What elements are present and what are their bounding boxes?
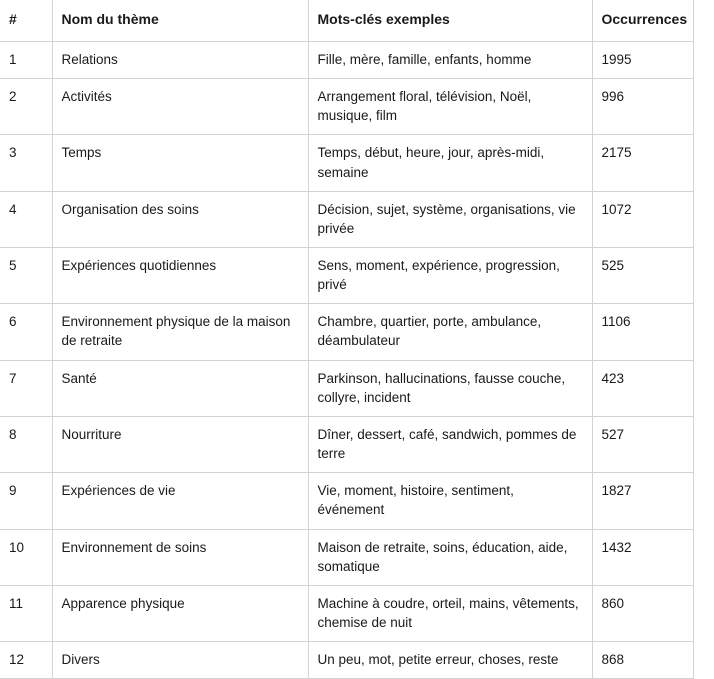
cell-theme-name: Expériences quotidiennes: [52, 247, 308, 303]
table-row: [0, 191, 693, 247]
table-row: [0, 304, 693, 360]
table-row: [0, 529, 693, 585]
cell-occurrences: 996: [592, 79, 693, 135]
table-row: [0, 585, 693, 641]
cell-theme-name: Activités: [52, 79, 308, 135]
cell-occurrences: 1072: [592, 191, 693, 247]
cell-number: 10: [0, 529, 52, 585]
cell-occurrences: 423: [592, 360, 693, 416]
table-row: [0, 642, 693, 679]
cell-theme-name: Temps: [52, 135, 308, 191]
cell-occurrences: 1106: [592, 304, 693, 360]
table-row: [0, 360, 693, 416]
column-header-number: #: [0, 0, 52, 41]
table-row: [0, 416, 693, 472]
cell-occurrences: 1432: [592, 529, 693, 585]
cell-occurrences: 2175: [592, 135, 693, 191]
cell-keywords: Fille, mère, famille, enfants, homme: [308, 41, 592, 78]
cell-theme-name: Organisation des soins: [52, 191, 308, 247]
cell-occurrences: 860: [592, 585, 693, 641]
cell-number: 7: [0, 360, 52, 416]
cell-number: 4: [0, 191, 52, 247]
cell-number: 1: [0, 41, 52, 78]
table-row: [0, 41, 693, 78]
cell-keywords: Décision, sujet, système, organisations, vie privée: [308, 191, 592, 247]
cell-number: 8: [0, 416, 52, 472]
cell-theme-name: Expériences de vie: [52, 473, 308, 529]
cell-theme-name: Nourriture: [52, 416, 308, 472]
table-row: [0, 473, 693, 529]
cell-number: 6: [0, 304, 52, 360]
column-header-keywords: Mots-clés exemples: [308, 0, 592, 41]
cell-occurrences: 1827: [592, 473, 693, 529]
table-row: [0, 79, 693, 135]
cell-keywords: Un peu, mot, petite erreur, choses, reste: [308, 642, 592, 679]
column-header-occurrences: Occurrences: [592, 0, 693, 41]
cell-theme-name: Divers: [52, 642, 308, 679]
cell-keywords: Vie, moment, histoire, sentiment, événement: [308, 473, 592, 529]
cell-occurrences: 527: [592, 416, 693, 472]
cell-occurrences: 868: [592, 642, 693, 679]
cell-keywords: Maison de retraite, soins, éducation, aide, somatique: [308, 529, 592, 585]
cell-number: 12: [0, 642, 52, 679]
cell-keywords: Parkinson, hallucinations, fausse couche, collyre, incident: [308, 360, 592, 416]
cell-keywords: Machine à coudre, orteil, mains, vêtements, chemise de nuit: [308, 585, 592, 641]
cell-theme-name: Environnement physique de la maison de retraite: [52, 304, 308, 360]
cell-keywords: Chambre, quartier, porte, ambulance, déambulateur: [308, 304, 592, 360]
cell-number: 9: [0, 473, 52, 529]
cell-theme-name: Environnement de soins: [52, 529, 308, 585]
cell-number: 11: [0, 585, 52, 641]
table-header-row: [0, 0, 693, 41]
column-header-theme-name: Nom du thème: [52, 0, 308, 41]
cell-occurrences: 1995: [592, 41, 693, 78]
table-body: [0, 41, 693, 678]
table-row: [0, 135, 693, 191]
cell-keywords: Temps, début, heure, jour, après-midi, semaine: [308, 135, 592, 191]
cell-keywords: Sens, moment, expérience, progression, privé: [308, 247, 592, 303]
cell-theme-name: Santé: [52, 360, 308, 416]
cell-number: 3: [0, 135, 52, 191]
cell-number: 5: [0, 247, 52, 303]
cell-keywords: Dîner, dessert, café, sandwich, pommes de terre: [308, 416, 592, 472]
cell-theme-name: Relations: [52, 41, 308, 78]
table-header: [0, 0, 693, 41]
cell-occurrences: 525: [592, 247, 693, 303]
cell-number: 2: [0, 79, 52, 135]
table-row: [0, 247, 693, 303]
cell-theme-name: Apparence physique: [52, 585, 308, 641]
cell-keywords: Arrangement floral, télévision, Noël, musique, film: [308, 79, 592, 135]
